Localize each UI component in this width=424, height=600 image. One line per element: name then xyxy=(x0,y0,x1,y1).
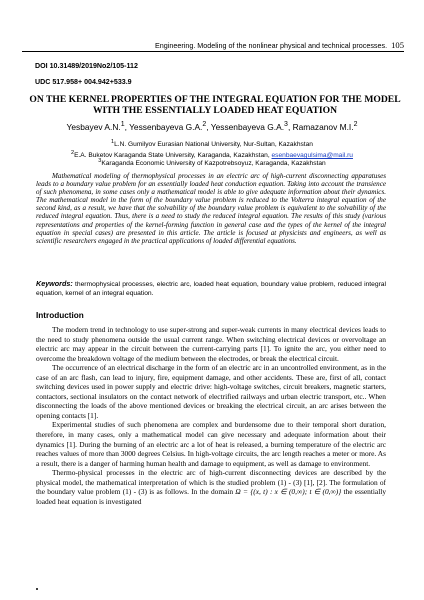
domain-formula: Ω = {(x, t) : x ∈ (0,∞); t ∈ (0,∞)} xyxy=(235,487,342,497)
paragraph: Thermo-physical processes in the electric arc of high-current disconnecting devices are described by the physical model, the mathematical interpretation of which is the studied problem (1) - (3) [1], [2]. The formulation of the boundary value problem (1) - (3) is as follows. In the domain Ω = {(x, t) : x ∈ (0,∞); t ∈ (0,∞)} the essentially loaded heat equation is investigated xyxy=(36,468,387,506)
affiliation-3: $^3$Karaganda Economic University of Kazpotrebsoyuz, Karaganda, Kazakhstan xyxy=(98,158,326,168)
author-sup: 3 xyxy=(284,121,288,128)
author-name: Ramazanov M.I. xyxy=(292,121,354,132)
body-text xyxy=(36,325,386,506)
author-sup: 2 xyxy=(353,121,358,128)
author-sup: 1 xyxy=(120,121,125,128)
paragraph: The occurrence of an electrical discharge in the form of an electric arc in an uncontrolled environment, as in the case of an arc flash, can lead to injury, fire, equipment damage, and other accidents. These are, first of all, contact switching devices used in power supply and electric drive: high-voltage switches, circuit breakers, magnetic starters, contactors, sectional insulators on the contact network of electrified railways and urban electric transport, etc.. When disconnecting the loads of the above mentioned devices or breaking the electrical circuit, an arc arises between the opening contacts [1]. xyxy=(36,363,386,420)
doi-line: DOI 10.31489/2019No2/105-112 xyxy=(35,62,138,70)
author-list: Yesbayev A.N.$^1$, Yessenbayeva G.A.$^2$, Yessenbayeva G.A.$^3$, Ramazanov M.I.$^2$ xyxy=(66,121,358,132)
author-sup: 2 xyxy=(202,121,207,128)
affiliation-1: $^1$L.N. Gumilyov Eurasian National University, Nur-Sultan, Kazakhstan xyxy=(111,139,313,149)
section-heading-introduction: Introduction xyxy=(36,311,84,320)
footer-mark xyxy=(36,588,38,590)
author-name: Yesbayev A.N. xyxy=(66,121,121,132)
paragraph: The modern trend in technology to use super-strong and super-weak currents in many electrical devices leads to the need to study phenomena outside the usual current range. When switching electrical devices or overvoltage an electric arc may appear in the circuit between the current-carrying parts [1]. To ignite the arc, you either need to overcome the breakdown voltage of the medium between the electrodes, or break the electrical circuit. xyxy=(36,325,386,363)
author-name: Yessenbayeva G.A. xyxy=(210,121,285,132)
page-number: 105 xyxy=(391,40,404,50)
paper-title: ON THE KERNEL PROPERTIES OF THE INTEGRAL EQUATION FOR THE MODEL WITH THE ESSENTIALLY LOADED HEAT EQUATION xyxy=(29,94,401,116)
keywords-text: thermophysical processes, electric arc, loaded heat equation, boundary value problem, reduced integral equation, kernel of an integral equation. xyxy=(36,281,386,297)
header-rule xyxy=(22,51,404,52)
keywords xyxy=(36,280,386,298)
affiliation-2: $^2$E.A. Buketov Karaganda State University, Karaganda, Kazakhstan, esenbaevagulsima@mail.ru xyxy=(71,150,353,160)
keywords-label: Keywords: xyxy=(36,279,73,288)
author-email-link[interactable]: esenbaevagulsima@mail.ru xyxy=(271,152,353,160)
abstract xyxy=(36,172,386,245)
udc-line: UDC 517.958+ 004.942+533.9 xyxy=(35,78,132,86)
abstract-text: Mathematical modeling of thermophysical processes in an electric arc of high-current disconnecting apparatuses leads to a boundary value problem for an essentially loaded heat conduction equation. Taking into account the transience of such phenomena, in some cases only a mathematical model is able to give adequate information about their dynamics. The mathematical model in the form of the boundary value problem is reduced to the Volterra integral equation of the second kind, as a result, we have that the solvability of the boundary value problem is equivalent to the solvability of the reduced integral equation. Thus, there is a need to study the reduced integral equation. The results of this study (various representations and properties of the kernel-forming function in general case and the types of the kernel of the integral equation in special cases) are presented in this article. The article is focused at physicists and engineers, as well as scientific researchers engaged in the practical applications of loaded differential equations. xyxy=(36,172,386,245)
running-title: Engineering. Modeling of the nonlinear physical and technical processes. xyxy=(154,41,388,50)
running-head xyxy=(22,40,404,51)
paragraph: Experimental studies of such phenomena are complex and burdensome due to their temporal short duration, therefore, in many cases, only a mathematical model can give necessary and adequate information about their dynamics [1]. During the burning of an electric arc a lot of heat is released, a burning temperature of the electric arc reaches values of more than 3000 degrees Celsius. In high-voltage circuits, the arc length reaches a meter or more. As a result, there is a danger of harming human health and damage to equipment, as well as damage to environment. xyxy=(36,420,386,468)
author-name: Yessenbayeva G.A. xyxy=(129,121,203,132)
